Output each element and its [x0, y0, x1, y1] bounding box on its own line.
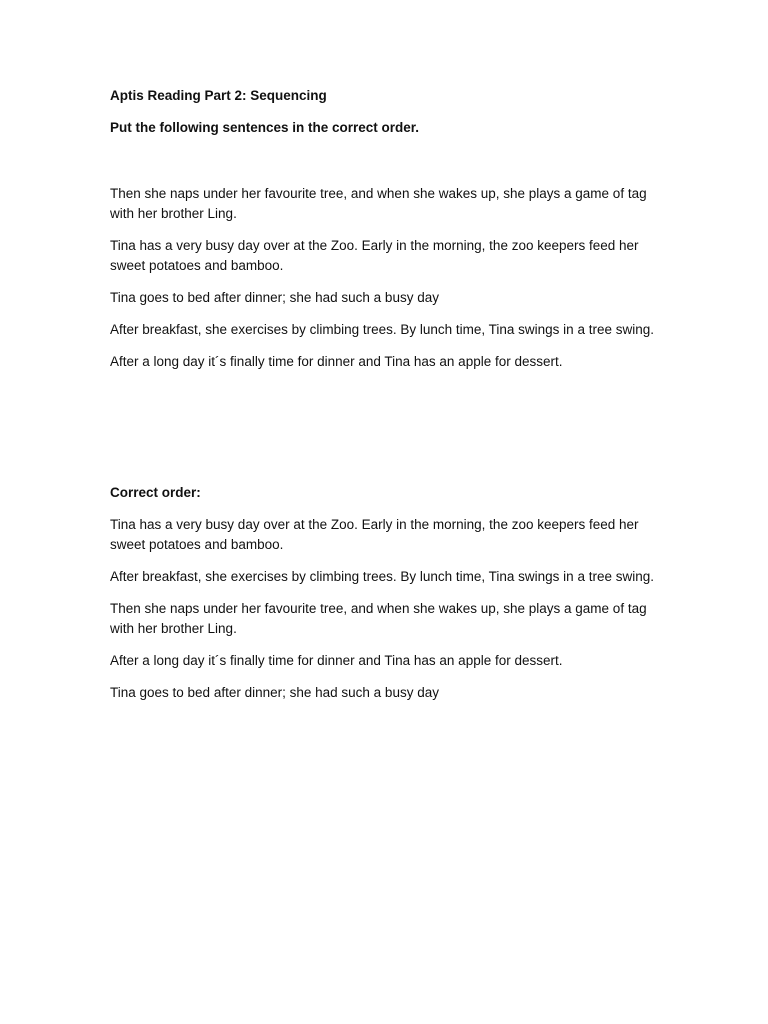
spacer	[110, 384, 655, 483]
sentence-list	[110, 184, 655, 372]
answer-item: Tina has a very busy day over at the Zoo. Early in the morning, the zoo keepers feed her sweet potatoes and bamboo.	[110, 517, 639, 552]
answer-heading: Correct order:	[110, 485, 201, 500]
sentence-item: After breakfast, she exercises by climbing trees. By lunch time, Tina swings in a tree swing.	[110, 322, 654, 337]
answer-item: After breakfast, she exercises by climbing trees. By lunch time, Tina swings in a tree swing.	[110, 569, 654, 584]
document-page	[110, 86, 655, 715]
instruction-text: Put the following sentences in the correct order.	[110, 120, 420, 135]
document-title: Aptis Reading Part 2: Sequencing	[110, 88, 327, 103]
answer-item: After a long day it´s finally time for dinner and Tina has an apple for dessert.	[110, 653, 563, 668]
answer-list	[110, 515, 655, 703]
answer-item: Tina goes to bed after dinner; she had such a busy day	[110, 685, 439, 700]
sentence-item: After a long day it´s finally time for dinner and Tina has an apple for dessert.	[110, 354, 563, 369]
sentence-item: Tina goes to bed after dinner; she had such a busy day	[110, 290, 439, 305]
sentence-item: Tina has a very busy day over at the Zoo. Early in the morning, the zoo keepers feed her sweet potatoes and bamboo.	[110, 238, 639, 273]
answer-item: Then she naps under her favourite tree, and when she wakes up, she plays a game of tag with her brother Ling.	[110, 601, 647, 636]
sentence-item: Then she naps under her favourite tree, and when she wakes up, she plays a game of tag with her brother Ling.	[110, 186, 647, 221]
